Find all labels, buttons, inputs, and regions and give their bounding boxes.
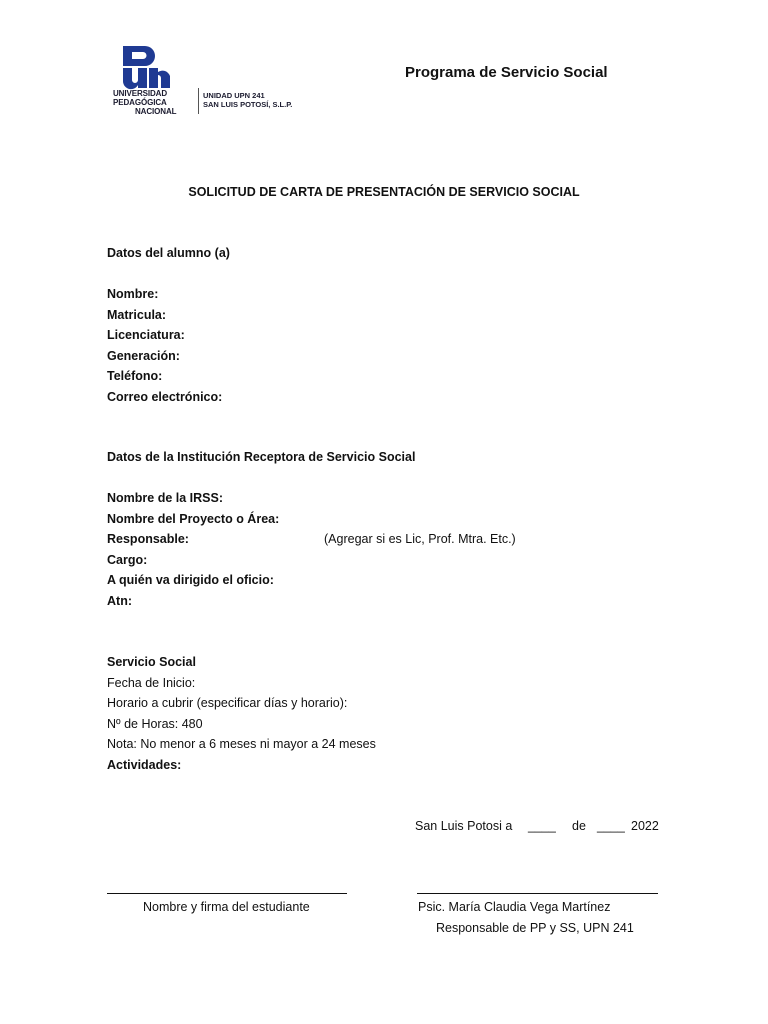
section-servicio-heading: Servicio Social [107, 655, 196, 669]
section-institucion-heading: Datos de la Institución Receptora de Servicio Social [107, 450, 416, 464]
logo-line-2: PEDAGÓGICA [113, 98, 167, 107]
field-horario: Horario a cubrir (especificar días y horario): [107, 696, 348, 710]
signature-line-responsable [417, 893, 658, 894]
field-responsable: Responsable: [107, 532, 189, 546]
signature-name-responsable: Psic. María Claudia Vega Martínez [418, 900, 611, 914]
field-telefono: Teléfono: [107, 369, 163, 383]
logo-text-university [113, 89, 199, 116]
logo-line-1: UNIVERSIDAD [113, 89, 168, 98]
field-cargo: Cargo: [107, 552, 148, 567]
logo-divider [198, 88, 199, 114]
field-generacion: Generación: [107, 348, 180, 363]
field-licenciatura: Licenciatura: [107, 328, 185, 342]
fecha-lugar: San Luis Potosi a [415, 819, 513, 833]
upn-logo-mark [121, 44, 171, 90]
field-correo: Correo electrónico: [107, 389, 223, 404]
field-atn: Atn: [107, 593, 132, 608]
fecha-blank-month: ____ [597, 819, 625, 833]
signature-role-responsable: Responsable de PP y SS, UPN 241 [436, 921, 634, 935]
logo-unit-line-1: UNIDAD UPN 241 [203, 91, 265, 100]
logo-line-3: NACIONAL [135, 107, 177, 116]
fecha-de: de [572, 819, 586, 833]
program-title: Programa de Servicio Social [405, 64, 608, 81]
field-proyecto: Nombre del Proyecto o Área: [107, 511, 280, 526]
field-nombre: Nombre: [107, 287, 159, 301]
field-actividades: Actividades: [107, 757, 182, 772]
field-dirigido: A quién va dirigido el oficio: [107, 573, 274, 587]
logo-text-unit [203, 91, 292, 109]
field-nombre-irss: Nombre de la IRSS: [107, 491, 223, 505]
signature-label-student: Nombre y firma del estudiante [143, 900, 310, 914]
section-alumno-heading: Datos del alumno (a) [107, 246, 230, 260]
fecha-blank-day: ____ [528, 819, 556, 833]
field-horas: Nº de Horas: 480 [107, 716, 203, 731]
field-matricula: Matricula: [107, 307, 167, 322]
field-nota: Nota: No menor a 6 meses ni mayor a 24 meses [107, 737, 376, 751]
responsable-note: (Agregar si es Lic, Prof. Mtra. Etc.) [324, 532, 516, 546]
fecha-year: 2022 [631, 819, 659, 833]
field-fecha-inicio: Fecha de Inicio: [107, 675, 196, 690]
logo-unit-line-2: SAN LUIS POTOSÍ, S.L.P. [203, 100, 293, 109]
document-title: SOLICITUD DE CARTA DE PRESENTACIÓN DE SERVICIO SOCIAL [188, 185, 580, 199]
signature-line-student [107, 893, 347, 894]
